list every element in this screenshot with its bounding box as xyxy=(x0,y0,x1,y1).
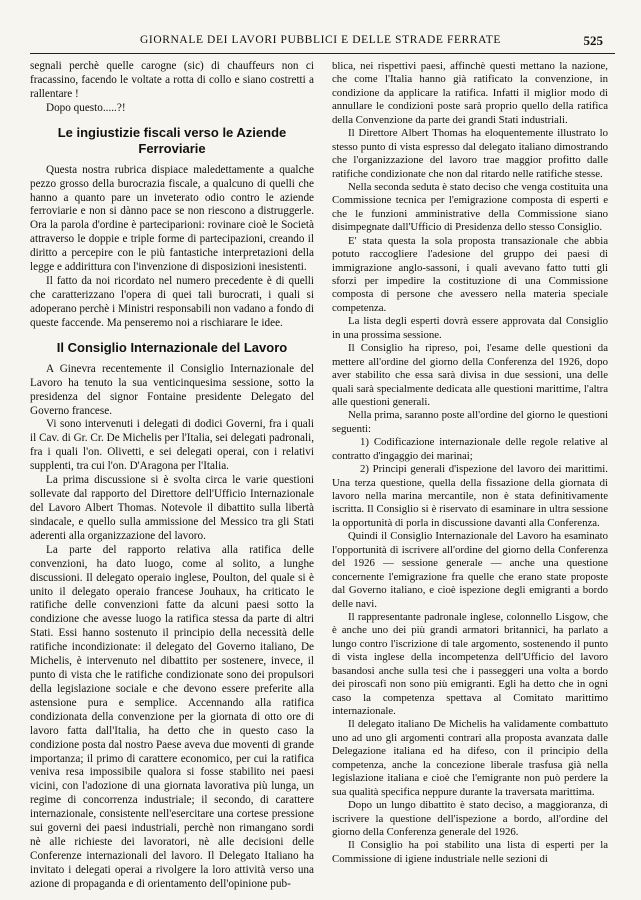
list-item: 2) Principi generali d'ispezione del lavoro dei marittimi. Una terza questione, quella della fissazione della giornata di lavoro nella marina mercantile, non è stata definitivamente iscritta. Il Consiglio si è riservato di esaminare in ultra sessione la opportunità di porla in discussione davanti alla Conferenza. xyxy=(332,463,608,529)
paragraph: A Ginevra recentemente il Consiglio Internazionale del Lavoro ha tenuto la sua venticinquesima sessione, sotto la presidenza del signor Fontaine presidente Delegato del Governo francese. xyxy=(30,362,314,417)
paragraph: Il delegato italiano De Michelis ha validamente combattuto uno ad uno gli argomenti contrari alla proposta avanzata dalle Delegazione italiana ed ha difeso, con il principio della competenza, anche la concezione liberale trasfusa già nella legislazione italiana e cioè che l'emigrante non può perdere la sua qualità specifica neppure durante la traversata marittima. xyxy=(332,718,608,798)
paragraph: Nella seconda seduta è stato deciso che venga costituita una Commissione tecnica per l'emigrazione composta di esperti e che le funzioni amministrative della Commissione siano disimpegnate dall'Ufficio di Presidenza dello stesso Consiglio. xyxy=(332,180,608,234)
paragraph: Nella prima, saranno poste all'ordine del giorno le questioni seguenti: xyxy=(332,409,608,435)
left-column xyxy=(30,60,314,892)
paragraph: Il Consiglio ha poi stabilito una lista di esperti per la Commissione di igiene industriale nelle sezioni di xyxy=(332,839,608,865)
paragraph: Dopo questo.....?! xyxy=(46,101,126,114)
header-rule xyxy=(30,53,615,54)
paragraph: Quindi il Consiglio Internazionale del Lavoro ha esaminato l'opportunità di iscrivere all'ordine del giorno della Conferenza del 1926 — sessione generale — anche una questione concernente l'emigrazione fra quelle che erano state proposte dal Governo italiano, e cioè ispezione degli emigranti a bordo delle navi. xyxy=(332,530,608,610)
paragraph: Il Consiglio ha ripreso, poi, l'esame delle questioni da mettere all'ordine del giorno della Conferenza del 1926, dopo aver stabilito che essa sarà divisa in due sessioni, una delle quali sarà specialmente dedicata alle questioni marittime, l'altra alle questioni generali. xyxy=(332,342,608,408)
page-number: 525 xyxy=(583,33,603,48)
section-heading-labour-council: Il Consiglio Internazionale del Lavoro xyxy=(56,339,288,355)
right-column xyxy=(332,60,608,866)
paragraph: Questa nostra rubrica dispiace maledettamente a qualche pezzo grosso della burocrazia fiscale, a qualcuno di quelli che hanno a quanto pare un inveterato odio contro le aziende ferroviarie e non si dànno pace se non riescono a distruggerle. Ora la parola d'ordine è parteciparioni: rovinare cioè le Società attraverso le doppie e triple forme di partecipazioni, creando il diritto a percepire con le più fantastiche interpretazioni della legge e addirittura con l'invenzione di disposizioni inesistenti. xyxy=(30,163,314,274)
paragraph: blica, nei rispettivi paesi, affinchè questi mettano la nazione, che come l'Italia hanno già ratificato la convenzione, in condizione da applicare la ratifica. Infatti il miglior modo di annullare le condizioni poste sarà proprio quello della ratifica della Convenzione da parte dei grandi Stati industriali. xyxy=(332,60,608,126)
paragraph: Vi sono intervenuti i delegati di dodici Governi, fra i quali il Cav. di Gr. Cr. De Michelis per l'Italia, sei delegati padronali, fra i quali l'on. Olivetti, e sei delegati operai, con i relativi supplenti, tra cui l'on. D'Aragona per l'Italia. xyxy=(30,418,314,473)
paragraph: segnali perchè quelle carogne (sic) di chauffeurs non ci fracassino, facendo le voltate a rotta di collo e siano costretti a rallentare ! xyxy=(30,60,314,100)
list-item: 1) Codificazione internazionale delle regole relative al contratto d'ingaggio dei marinai; xyxy=(332,436,608,462)
paragraph: Il Direttore Albert Thomas ha eloquentemente illustrato lo stesso punto di vista espresso dal delegato italiano dimostrando che l'organizzazione del lavoro trae maggior profitto dalle ratifiche condizionate che non dal ritardo nelle ratifiche stesse. xyxy=(332,127,608,180)
section-heading-fiscal: Le ingiustizie fiscali verso le Aziende Ferroviarie xyxy=(57,124,287,156)
journal-title: GIORNALE DEI LAVORI PUBBLICI E DELLE STRADE FERRATE xyxy=(140,34,501,46)
paragraph: La parte del rapporto relativa alla ratifica delle convenzioni, ha dato luogo, come al solito, a lunghe discussioni. Il delegato operaio inglese, Poulton, del quale si è unito il delegato operaio francese Jouhaux, ha criticato le ratifiche delle convenzioni fatte da alcuni paesi sotto la condizione che avesse luogo la ratifica stessa da parte di altri Stati. Essi hanno sostenuto il principio della necessità delle ratifiche incondizionate: il delegato del Governo italiano, De Michelis, è intervenuto nel dibattito per sostenere, invece, il punto di vista che le ratifiche condizionate sono dei propulsori della legislazione sociale e che devono essere preferite alla astensione pura e semplice. Accennando alla ratifica condizionata della convenzione per la giornata di otto ore di lavoro fatta dall'Italia, ha detto che in questo caso la condizione posta dal nostro Paese aveva due moventi di grande importanza; il primo di carattere economico, per cui la ratifica veniva resa impossibile qualora si fosse stabilito nei paesi vicini, con l'adozione di una giornata lavorativa più lunga, un regime di concorrenza industriale; il secondo, di carattere internazionale, consistente nell'esercitare una cortese pressione sui governi dei paesi industriali, perchè non rimangano sordi nè alle richieste dei lavoratori, nè alle decisioni delle Conferenze internazionali del lavoro. Il Delegato Italiano ha invitato i delegati operai a rivolgere la loro attività verso una azione di propaganda e di orientamento dell'opinione pub- xyxy=(30,543,314,890)
paragraph: E' stata questa la sola proposta transazionale che abbia potuto raccogliere l'adesione del gruppo dei paesi di immigrazione anglo-sassoni, i quali avevano fatto tutti gli sforzi per impedire la costituzione di una Commissione composta di persone che avessero nella materia speciale competenza. xyxy=(332,234,608,314)
paragraph: Il rappresentante padronale inglese, colonnello Lisgow, che è anche uno dei più grandi armatori britannici, ha parlato a lungo contro l'iscrizione di tale argomento, sostenendo il punto di vista inglese della incompetenza dell'Ufficio del lavoro basandosi anche sulla tesi che i passeggeri una volta a bordo dei piroscafi non sono più emigranti. Egli ha detto che in ogni caso la competenza spettava al Comitato marittimo internazionale. xyxy=(332,610,608,717)
paragraph: Il fatto da noi ricordato nel numero precedente è di quelli che caratterizzano l'opera di quei tali burocrati, i quali si adoperano perchè i Ministri responsabili non vadano a fondo di queste faccende. Ma penseremo noi a rischiarare le idee. xyxy=(30,275,314,329)
running-header xyxy=(30,34,615,54)
paragraph: La prima discussione si è svolta circa le varie questioni sollevate dal rapporto del Direttore dell'Ufficio Internazionale del Lavoro Albert Thomas. Notevole il dibattito sulla libertà sindacale, e quello sulla ammissione del Messico tra gli Stati aderenti alla organizzazione del lavoro. xyxy=(30,474,314,542)
paragraph: Dopo un lungo dibattito è stato deciso, a maggioranza, di iscrivere la questione dell'ispezione a bordo, all'ordine del giorno della Conferenza generale del 1926. xyxy=(332,799,608,838)
paragraph: La lista degli esperti dovrà essere approvata dal Consiglio in una prossima sessione. xyxy=(332,315,608,341)
